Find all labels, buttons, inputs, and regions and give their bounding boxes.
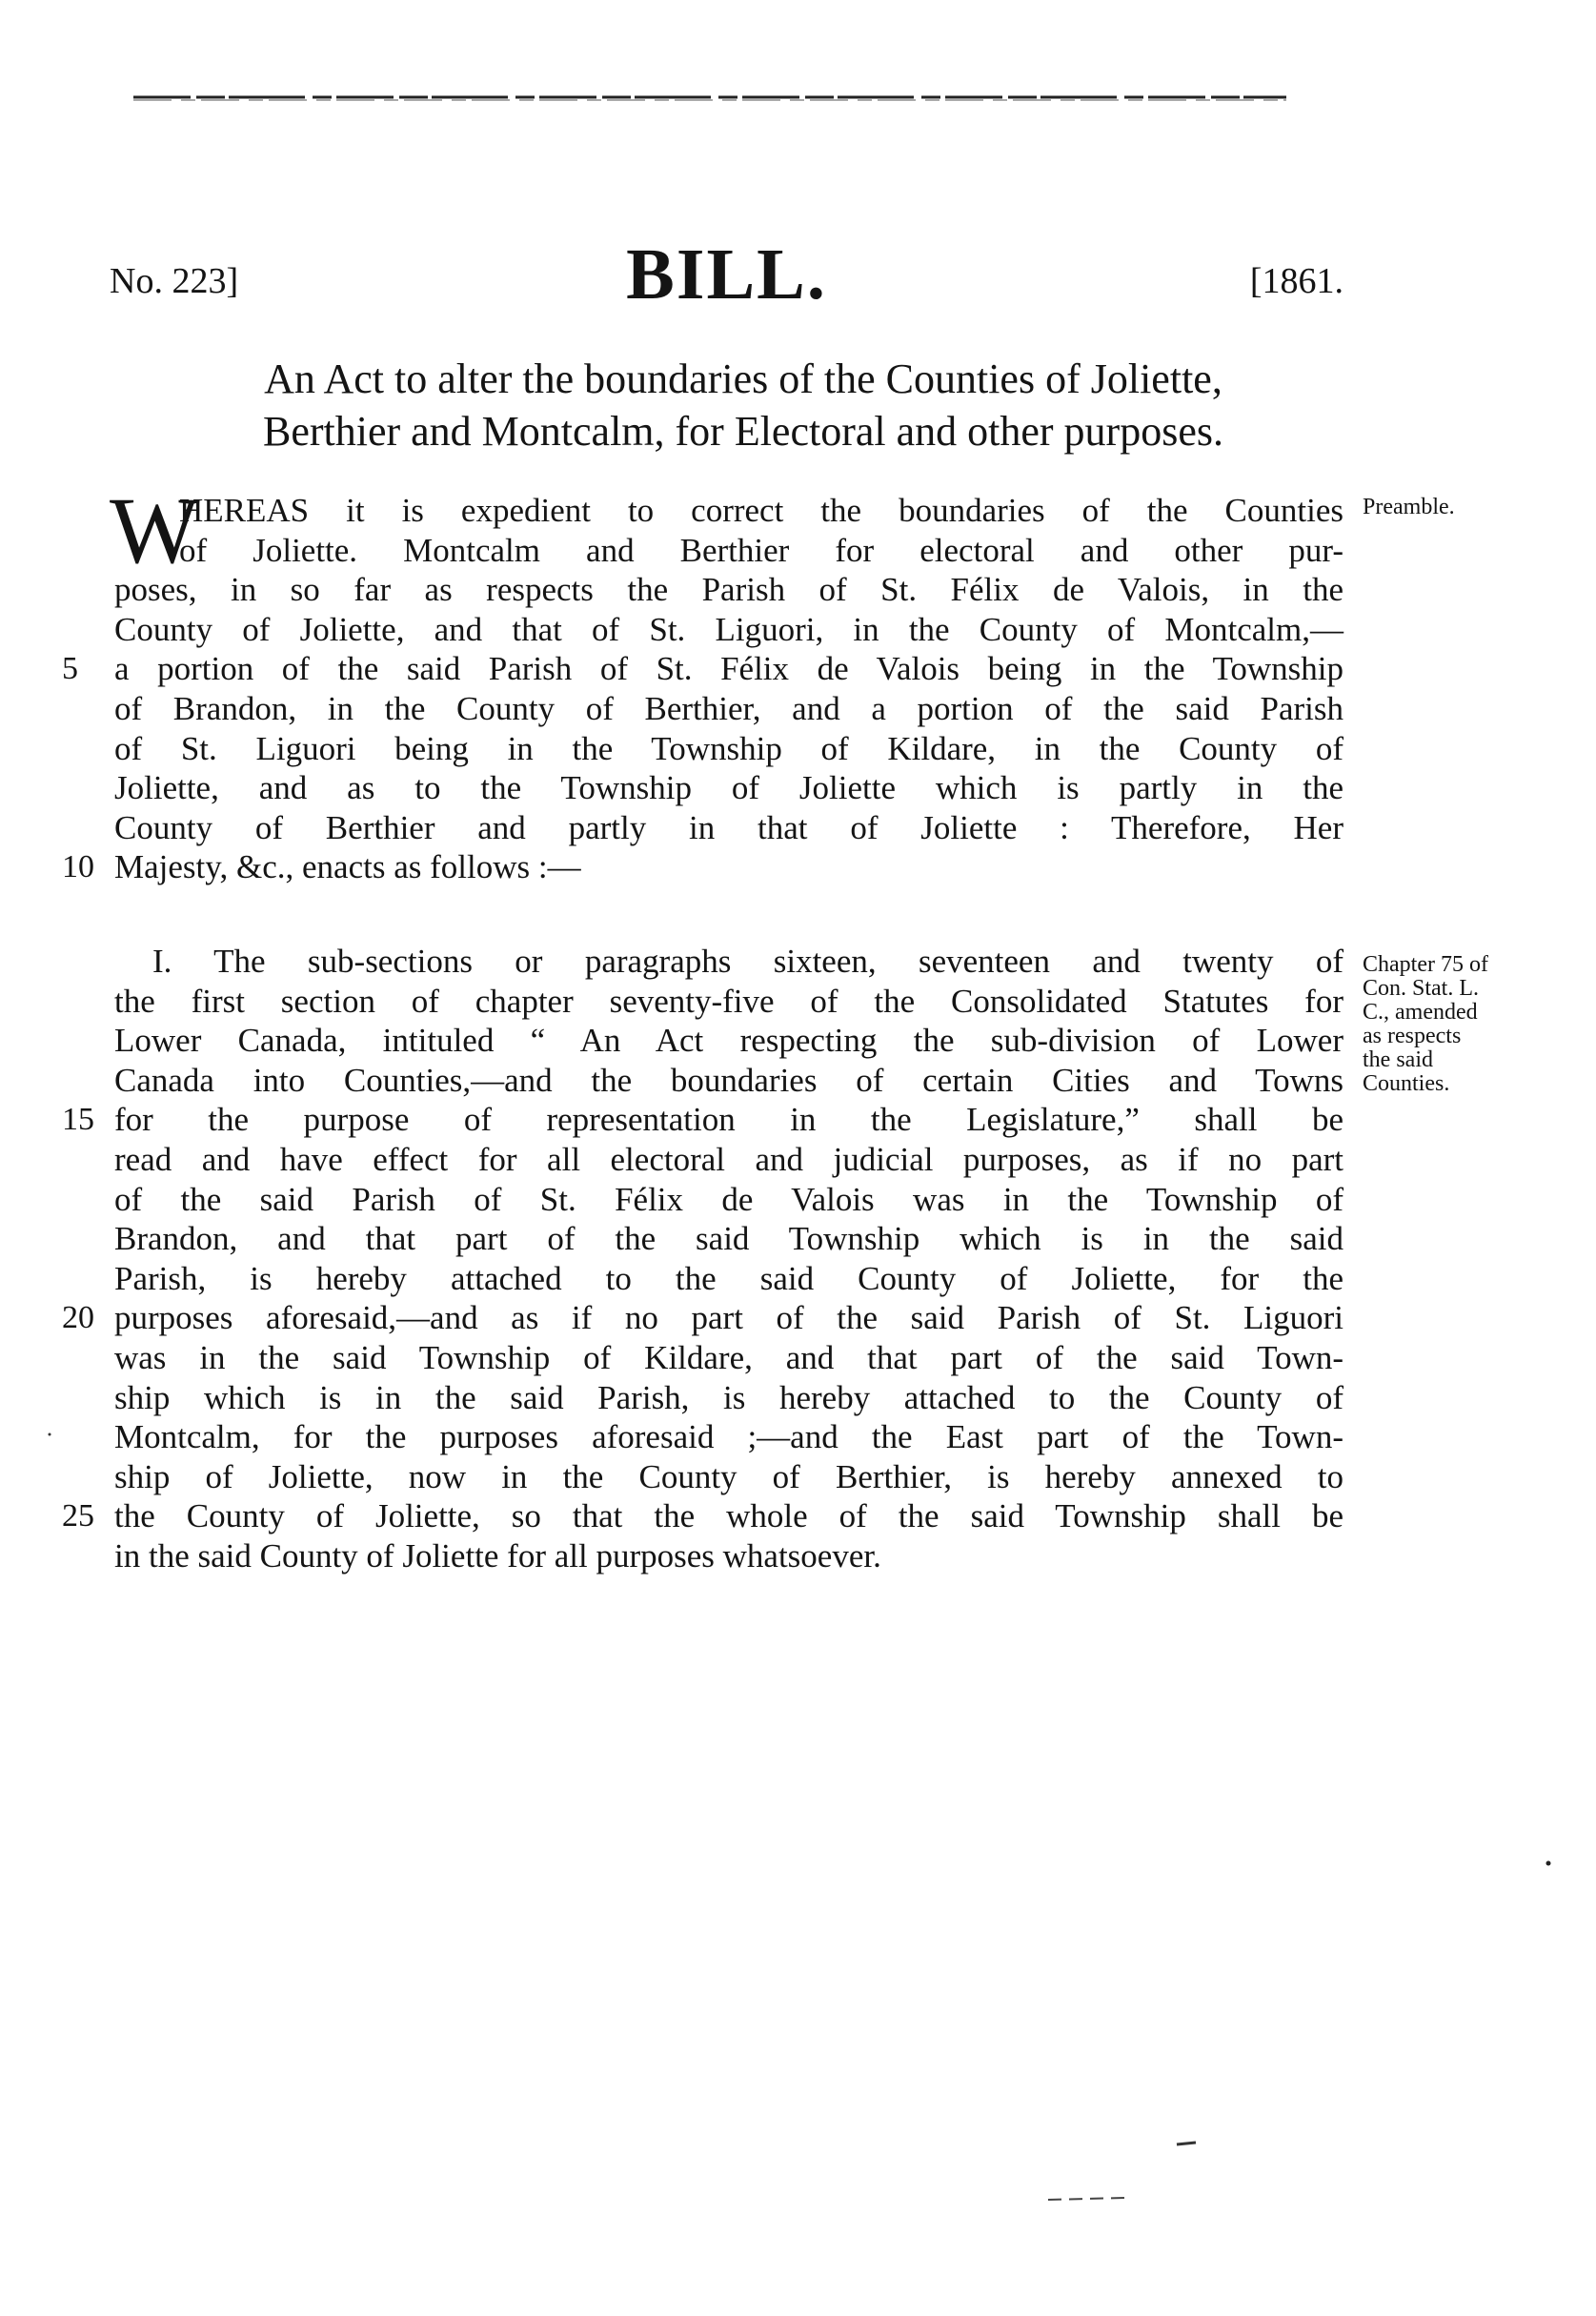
act-title-line: An Act to alter the boundaries of the Counties of Joliette, bbox=[264, 356, 1222, 402]
margin-note-line: C., amended bbox=[1363, 1000, 1478, 1025]
section-line: 15 for the purpose of representation in the Legislature,” shall be bbox=[62, 1101, 1343, 1139]
section-line: ship which is in the said Parish, is hereby attached to the County of bbox=[114, 1378, 1343, 1416]
margin-note-preamble: Preamble. bbox=[1363, 495, 1455, 519]
section-line: the first section of chapter seventy-five of the Consolidated Statutes for bbox=[114, 982, 1343, 1020]
margin-note-line: as respects bbox=[1363, 1024, 1462, 1048]
preamble-line: County of Joliette, and that of St. Liguori, in the County of Montcalm,— bbox=[114, 610, 1343, 648]
line-number: 10 bbox=[62, 849, 94, 885]
line-number: 15 bbox=[62, 1102, 94, 1138]
section-line: Parish, is hereby attached to the said County of Joliette, for the bbox=[114, 1259, 1343, 1297]
section-line: I. The sub-sections or paragraphs sixteen, seventeen and twenty of bbox=[152, 943, 1343, 980]
bill-year: [1861. bbox=[1249, 261, 1343, 301]
section-line: Brandon, and that part of the said Township which is in the said bbox=[114, 1220, 1343, 1258]
preamble-line: of St. Liguori being in the Township of Kildare, in the County of bbox=[114, 729, 1343, 767]
section-line: read and have effect for all electoral and judicial purposes, as if no part bbox=[114, 1140, 1343, 1178]
section-line: in the said County of Joliette for all purposes whatsoever. bbox=[114, 1536, 881, 1574]
section-line: Canada into Counties,—and the boundaries of certain Cities and Towns bbox=[114, 1061, 1343, 1099]
margin-note-line: the said bbox=[1363, 1047, 1433, 1072]
act-title-line: Berthier and Montcalm, for Electoral and other purposes. bbox=[262, 408, 1223, 455]
margin-note-line: Chapter 75 of bbox=[1363, 952, 1488, 977]
preamble-line: Joliette, and as to the Township of Joliette which is partly in the bbox=[114, 769, 1343, 807]
drop-cap: W bbox=[110, 477, 200, 583]
section-line: Montcalm, for the purposes aforesaid ;—and the East part of the Town- bbox=[114, 1418, 1343, 1456]
section-line: 25 the County of Joliette, so that the whole of the said Township shall be bbox=[62, 1497, 1343, 1535]
bill-title: BILL. bbox=[626, 234, 827, 315]
preamble-line: 5 a portion of the said Parish of St. Félix de Valois being in the Township bbox=[62, 650, 1343, 688]
line-number: 5 bbox=[62, 651, 78, 687]
preamble-line: of Joliette. Montcalm and Berthier for electoral and other pur- bbox=[179, 531, 1343, 569]
line-number: 20 bbox=[62, 1300, 94, 1336]
preamble-line: County of Berthier and partly in that of Joliette : Therefore, Her bbox=[114, 808, 1343, 846]
section-line: ship of Joliette, now in the County of Berthier, is hereby annexed to bbox=[114, 1457, 1343, 1495]
section-line: was in the said Township of Kildare, and that part of the said Town- bbox=[114, 1338, 1343, 1376]
preamble-line: of Brandon, in the County of Berthier, and a portion of the said Parish bbox=[114, 689, 1343, 727]
bill-number: No. 223] bbox=[110, 261, 239, 301]
preamble-line: HEREAS it is expedient to correct the boundaries of the Counties bbox=[179, 492, 1343, 529]
preamble-line: 10 Majesty, &c., enacts as follows :— bbox=[62, 848, 581, 886]
preamble-line: poses, in so far as respects the Parish of St. Félix de Valois, in the bbox=[114, 571, 1343, 609]
section-line: Lower Canada, intituled “ An Act respecting the sub-division of Lower bbox=[114, 1022, 1343, 1060]
section-line: 20 purposes aforesaid,—and as if no part of the said Parish of St. Liguori bbox=[62, 1299, 1343, 1337]
line-number: 25 bbox=[62, 1498, 94, 1534]
margin-note-line: Counties. bbox=[1363, 1071, 1450, 1096]
section-line: of the said Parish of St. Félix de Valois was in the Township of bbox=[114, 1180, 1343, 1218]
margin-note-line: Con. Stat. L. bbox=[1363, 976, 1480, 1001]
